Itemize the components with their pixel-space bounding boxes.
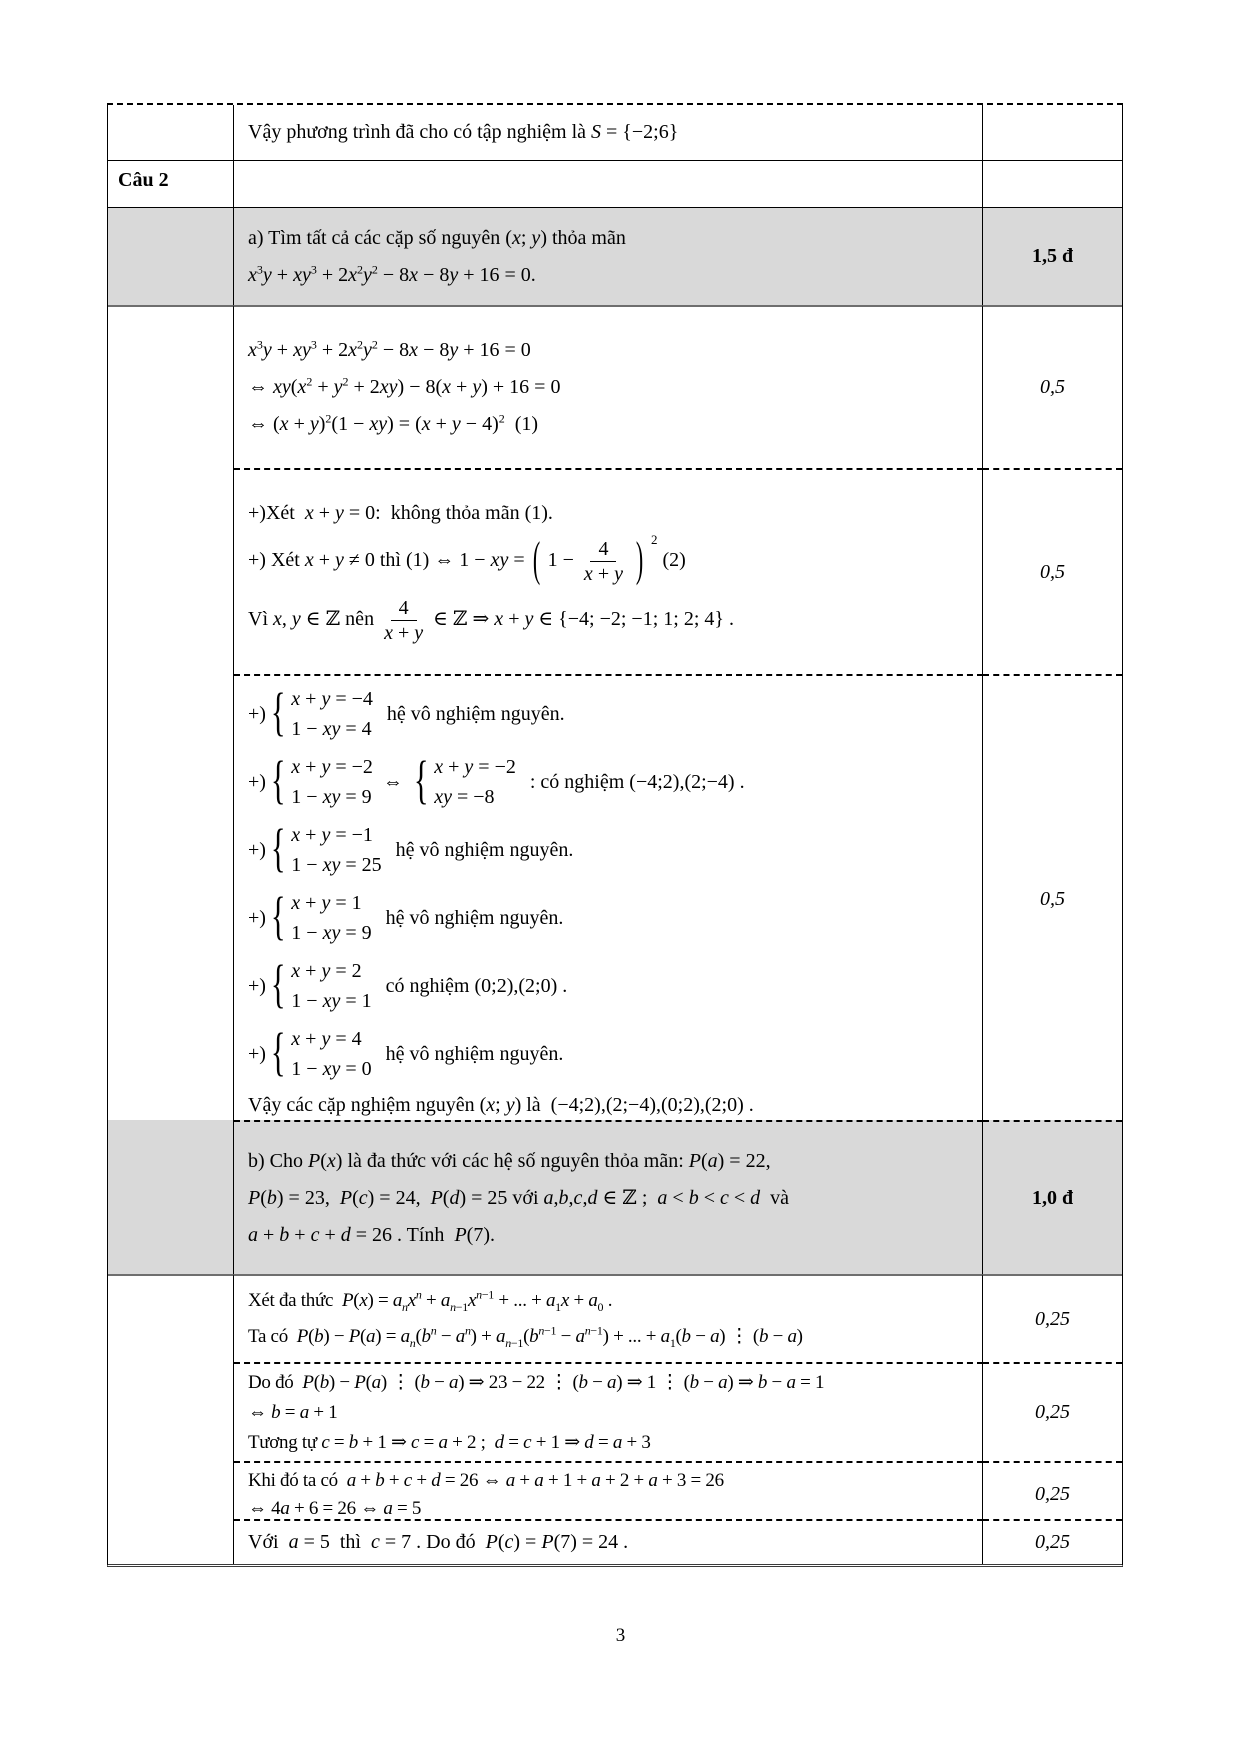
score-value: 0,25	[1035, 1307, 1070, 1330]
content-cell	[234, 1519, 983, 1564]
equivalence-symbol: ⇔	[382, 770, 403, 793]
question-label-cell	[108, 1362, 234, 1461]
equation-tag: (2)	[662, 548, 686, 571]
question-label-cell	[108, 105, 234, 160]
brace-icon: {	[270, 1024, 286, 1082]
exponent: 2	[650, 531, 658, 547]
conclusion-line: Vậy các cặp nghiệm nguyên (x; y) là (−4;2),(2;−4),(0;2),(2;0) .	[248, 1094, 754, 1116]
equation-line: Xét đa thức $P(x) = a_nx^n + a_{n-1}x^{n-1}$ + ... + $a_1x + a_0$ .	[248, 1287, 613, 1315]
statement-line: a) Tìm tất cả các cặp số nguyên (x; y) thỏa mãn	[248, 226, 626, 249]
score-cell	[983, 674, 1122, 1122]
question-number: Câu 2	[118, 169, 169, 191]
system-equations	[291, 892, 371, 945]
content-cell	[234, 674, 983, 1122]
case-note: hệ vô nghiệm nguyên.	[386, 702, 565, 725]
system-case	[248, 821, 974, 879]
case-note: : có nghiệm (−4;2),(2;−4) .	[529, 770, 745, 793]
content-cell	[234, 207, 983, 305]
question-label-cell	[108, 1120, 234, 1274]
score-value: 1,0 đ	[1031, 1186, 1074, 1209]
equation-line: Khi đó ta có a + b + c + d = 26 ⇔ a + a + 1 + a + 2 + a + 3 = 26	[248, 1470, 724, 1491]
equation: x + y = 2	[291, 959, 362, 982]
score-value: 0,5	[1040, 376, 1065, 398]
equation-line: ⇔ $(x + y)^2(1 - xy) = (x + y - 4)^2$ (1)	[248, 411, 539, 435]
equation: xy = −8	[434, 785, 495, 808]
equation-system	[270, 888, 372, 946]
equation-suffix: ∈ ℤ ⇒ x + y ∈ {−4; −2; −1; 1; 2; 4} .	[433, 607, 734, 630]
system-equations	[291, 688, 373, 741]
equation: 1 − xy = 25	[291, 853, 382, 876]
equation-prefix: +) Xét x + y ≠ 0 thì (1) ⇔ 1 − xy =	[248, 548, 525, 571]
close-paren: )	[635, 530, 644, 587]
question-label-cell	[108, 674, 234, 1122]
equation-line: Ta có $P(b) - P(a) = a_n(b^n - a^n) + a_{n-1}(b^{n-1} - a^{n-1})$ + ... + $a_1(b - a)$ ⋮ (b − a)	[248, 1323, 803, 1350]
system-case	[248, 753, 974, 811]
equation: x + y = 4	[291, 1027, 362, 1050]
case-marker: +)	[248, 702, 266, 725]
score-cell	[983, 105, 1122, 160]
score-cell	[983, 1274, 1122, 1362]
equation: 1 − xy = 1	[291, 989, 372, 1012]
page-number: 3	[615, 1625, 626, 1646]
statement-line: b) Cho P(x) là đa thức với các hệ số nguyên thỏa mãn: P(a) = 22,	[248, 1149, 771, 1172]
case-note: hệ vô nghiệm nguyên.	[385, 1042, 564, 1065]
equation: x + y = −2	[291, 755, 373, 778]
equation-system	[270, 752, 373, 810]
equation-line: ⇔ 4a + 6 = 26 ⇔ a = 5	[248, 1497, 422, 1519]
score-cell	[983, 1519, 1122, 1564]
equation-system	[270, 684, 373, 742]
score-cell	[983, 468, 1122, 674]
row-b-step1	[108, 1274, 1122, 1362]
brace-icon: {	[270, 820, 286, 878]
equation: x + y = 1	[291, 891, 362, 914]
row-previous-conclusion	[108, 105, 1122, 160]
equation-line: Với a = 5 thì c = 7 . Do đó P(c) = P(7) = 24 .	[248, 1531, 629, 1553]
statement-line: a + b + c + d = 26 . Tính P(7).	[248, 1223, 495, 1246]
equation-line: ⇔ b = a + 1	[248, 1401, 338, 1423]
question-label-cell	[108, 1274, 234, 1362]
system-case	[248, 889, 974, 947]
fraction	[584, 538, 623, 585]
equation: x + y = −4	[291, 687, 373, 710]
inner-term: 1 −	[547, 548, 574, 571]
score-cell	[983, 1120, 1122, 1274]
row-b-statement	[108, 1120, 1122, 1274]
brace-icon: {	[270, 888, 286, 946]
content-cell	[234, 468, 983, 674]
score-value: 1,5 đ	[1031, 245, 1074, 267]
case-note: hệ vô nghiệm nguyên.	[385, 906, 564, 929]
equation-line: ⇔ $xy(x^2 + y^2 + 2xy) - 8(x + y) + 16 = 0$	[248, 374, 561, 398]
system-equations	[291, 960, 371, 1013]
content-cell	[234, 1120, 983, 1274]
row-a-statement	[108, 207, 1122, 305]
score-cell	[983, 305, 1122, 468]
score-cell	[983, 160, 1122, 207]
equation: x + y = −1	[291, 823, 373, 846]
case-marker: +)	[248, 974, 266, 997]
case-marker: +)	[248, 838, 266, 861]
equation: 1 − xy = 4	[291, 717, 372, 740]
equation-system	[270, 820, 382, 878]
row-b-step4	[108, 1519, 1122, 1564]
equation-line: $x^3y + xy^3 + 2x^2y^2 - 8x - 8y + 16 = 0$	[248, 337, 531, 361]
equation: 1 − xy = 9	[291, 785, 372, 808]
brace-icon: {	[270, 752, 286, 810]
question-label-cell	[108, 1461, 234, 1527]
score-cell	[983, 1461, 1122, 1527]
score-value: 0,25	[1035, 1483, 1070, 1506]
fraction-numerator: 4	[590, 538, 616, 562]
system-case	[248, 685, 974, 743]
score-cell	[983, 207, 1122, 305]
row-cau-2	[108, 160, 1122, 207]
content-cell	[234, 105, 983, 160]
fraction	[384, 597, 423, 644]
content-cell	[234, 1274, 983, 1362]
system-equations	[291, 756, 373, 809]
system-equations	[434, 756, 516, 809]
equation-system	[270, 956, 372, 1014]
row-a-step1	[108, 305, 1122, 468]
case-note: có nghiệm (0;2),(2;0) .	[385, 974, 568, 997]
fraction-denominator: x + y	[384, 621, 424, 644]
score-cell	[983, 1362, 1122, 1461]
equation-line: Tương tự c = b + 1 ⇒ c = a + 2 ; d = c + 1 ⇒ d = a + 3	[248, 1431, 651, 1453]
statement-text: Vậy phương trình đã cho có tập nghiệm là S = {−2;6}	[248, 121, 679, 143]
case-check-line: +)Xét x + y = 0: không thỏa mãn (1).	[248, 501, 553, 524]
question-label-cell	[108, 207, 234, 305]
score-value: 0,25	[1035, 1401, 1070, 1424]
brace-icon: {	[413, 752, 429, 810]
statement-line: P(b) = 23, P(c) = 24, P(d) = 25 với a,b,c,d ∈ ℤ ; a < b < c < d và	[248, 1186, 790, 1209]
fraction-equation-line	[248, 591, 974, 650]
case-marker: +)	[248, 906, 266, 929]
question-label-cell	[108, 305, 234, 468]
fraction-equation-line	[248, 532, 974, 591]
content-cell	[234, 160, 983, 207]
content-cell	[234, 1362, 983, 1461]
row-a-cases	[108, 674, 1122, 1120]
case-marker: +)	[248, 770, 266, 793]
row-b-step2	[108, 1362, 1122, 1461]
row-b-step3	[108, 1461, 1122, 1519]
system-equations	[291, 1028, 371, 1081]
brace-icon: {	[270, 956, 286, 1014]
equation: x + y = −2	[434, 755, 516, 778]
fraction-numerator: 4	[391, 597, 417, 621]
score-value: 0,25	[1035, 1531, 1070, 1553]
system-equations	[291, 824, 381, 877]
equation-system	[270, 1024, 372, 1082]
case-marker: +)	[248, 1042, 266, 1065]
row-a-step2	[108, 468, 1122, 674]
open-paren: (	[532, 530, 540, 587]
equation: 1 − xy = 9	[291, 921, 372, 944]
equation: 1 − xy = 0	[291, 1057, 372, 1080]
score-value: 0,5	[1040, 887, 1065, 910]
question-label-cell	[108, 1519, 234, 1564]
content-cell	[234, 1461, 983, 1527]
content-cell	[234, 305, 983, 468]
fraction-denominator: x + y	[583, 562, 623, 585]
system-case	[248, 1025, 974, 1083]
case-note: hệ vô nghiệm nguyên.	[395, 838, 574, 861]
system-case	[248, 957, 974, 1015]
equation-prefix: Vì x, y ∈ ℤ nên	[248, 607, 375, 630]
answer-key-table	[107, 103, 1123, 1567]
equation-line: $x^3y + xy^3 + 2x^2y^2 - 8x - 8y + 16 = 0$.	[248, 261, 536, 286]
question-label-cell	[108, 160, 234, 207]
score-value: 0,5	[1040, 560, 1065, 583]
equation-system	[413, 752, 516, 810]
equation-line: Do đó P(b) − P(a) ⋮ (b − a) ⇒ 23 − 22 ⋮ (b − a) ⇒ 1 ⋮ (b − a) ⇒ b − a = 1	[248, 1372, 825, 1393]
question-label-cell	[108, 468, 234, 674]
brace-icon: {	[270, 684, 286, 742]
